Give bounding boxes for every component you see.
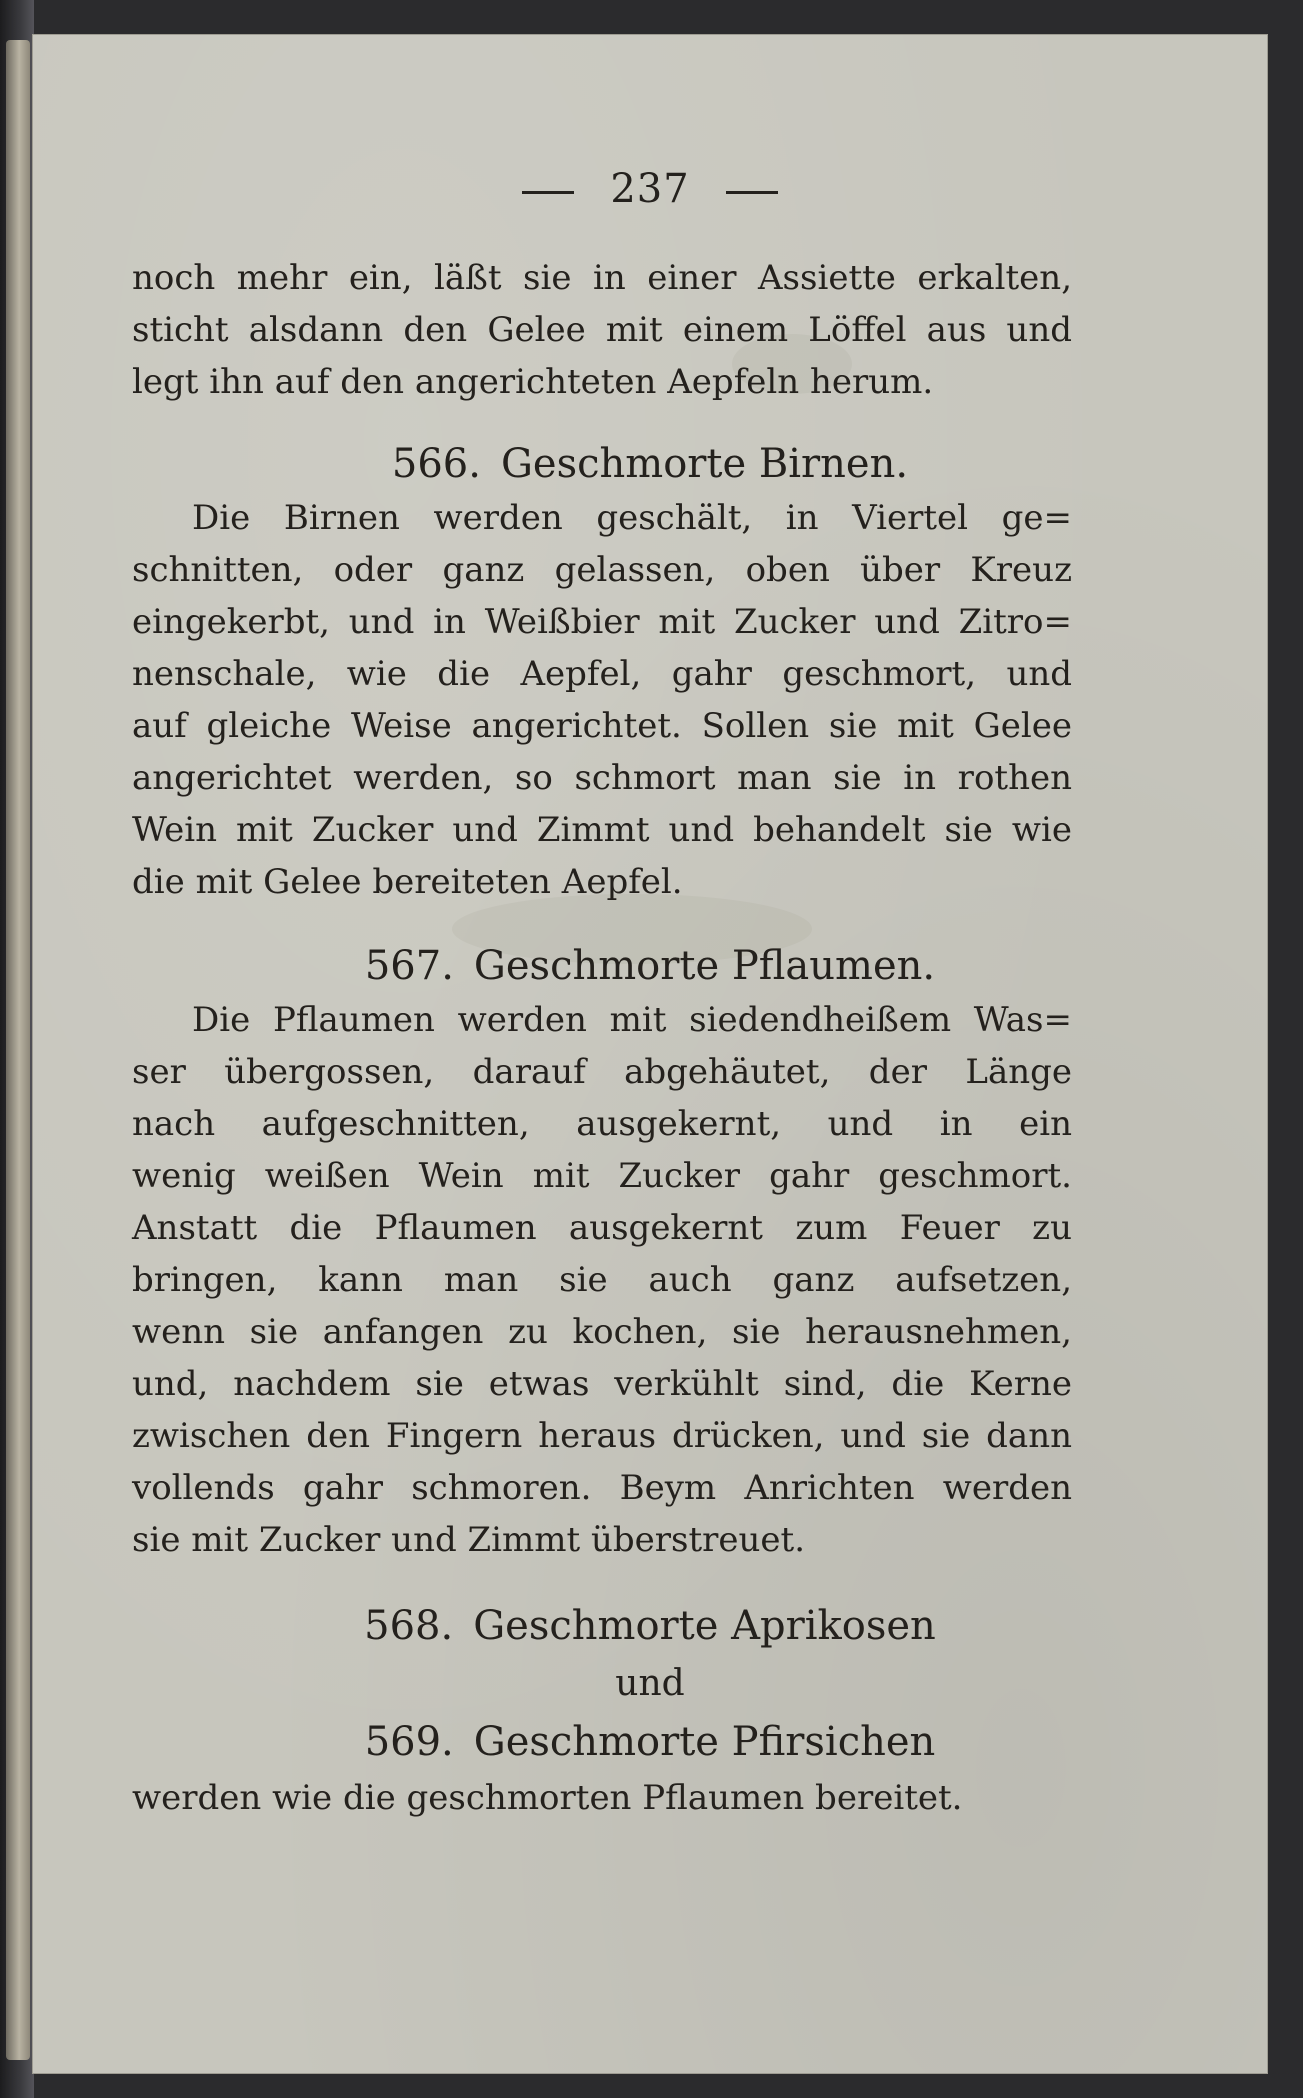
text-line: auf gleiche Weise angerichtet. Sollen sie mit Gelee xyxy=(132,706,1072,746)
recipe-body-567 xyxy=(132,994,1072,1566)
recipe-name: Geschmorte Aprikosen xyxy=(473,1603,936,1649)
header-dash-left xyxy=(522,191,574,194)
recipe-name: Geschmorte Pfirsichen xyxy=(473,1719,936,1765)
closing-paragraph xyxy=(132,1772,1072,1824)
connector-word: und xyxy=(615,1663,685,1704)
text-line: zwischen den Fingern heraus drücken, und sie dann xyxy=(132,1416,1072,1456)
text-line: wenn sie anfangen zu kochen, sie herausnehmen, xyxy=(132,1312,1072,1352)
book-page xyxy=(32,34,1268,2074)
text-line: bringen, kann man sie auch ganz aufsetzen, xyxy=(132,1260,1072,1300)
recipe-number: 568. xyxy=(364,1603,454,1649)
recipe-number: 569. xyxy=(364,1719,454,1765)
text-line: Die Pflaumen werden mit siedendheißem Was= xyxy=(192,1000,1072,1040)
text-line: angerichtet werden, so schmort man sie in rothen xyxy=(132,758,1072,798)
recipe-number: 567. xyxy=(364,943,454,989)
previous-page-edge xyxy=(6,40,30,2060)
intro-paragraph xyxy=(132,252,1072,408)
text-line: ser übergossen, darauf abgehäutet, der Länge xyxy=(132,1052,1072,1092)
recipe-title-569 xyxy=(32,1714,1268,1770)
text-line: Die Birnen werden geschält, in Viertel ge= xyxy=(192,498,1072,538)
recipe-title-567 xyxy=(32,938,1268,994)
text-line: nach aufgeschnitten, ausgekernt, und in ein xyxy=(132,1104,1072,1144)
text-line: und, nachdem sie etwas verkühlt sind, die Kerne xyxy=(132,1364,1072,1404)
text-line: noch mehr ein, läßt sie in einer Assiette erkalten, xyxy=(132,258,1072,298)
text-line: legt ihn auf den angerichteten Aepfeln herum. xyxy=(132,362,934,402)
text-line: Wein mit Zucker und Zimmt und behandelt sie wie xyxy=(132,810,1072,850)
page-number: 237 xyxy=(610,166,690,212)
text-line: werden wie die geschmorten Pflaumen bereitet. xyxy=(132,1778,963,1818)
recipe-name: Geschmorte Pflaumen. xyxy=(473,943,936,989)
text-line: die mit Gelee bereiteten Aepfel. xyxy=(132,862,683,902)
header-dash-right xyxy=(726,191,778,194)
text-line: eingekerbt, und in Weißbier mit Zucker und Zitro= xyxy=(132,602,1072,642)
text-line: sie mit Zucker und Zimmt überstreuet. xyxy=(132,1520,806,1560)
page-header xyxy=(32,166,1268,212)
text-line: schnitten, oder ganz gelassen, oben über Kreuz xyxy=(132,550,1072,590)
recipe-name: Geschmorte Birnen. xyxy=(500,441,909,487)
recipe-number: 566. xyxy=(391,441,481,487)
text-line: nenschale, wie die Aepfel, gahr geschmort, und xyxy=(132,654,1072,694)
recipe-title-568 xyxy=(32,1598,1268,1654)
recipe-body-566 xyxy=(132,492,1072,908)
text-line: sticht alsdann den Gelee mit einem Löffel aus und xyxy=(132,310,1072,350)
text-line: vollends gahr schmoren. Beym Anrichten werden xyxy=(132,1468,1072,1508)
text-line: Anstatt die Pflaumen ausgekernt zum Feuer zu xyxy=(132,1208,1072,1248)
recipe-title-566 xyxy=(32,436,1268,492)
text-line: wenig weißen Wein mit Zucker gahr geschmort. xyxy=(132,1156,1072,1196)
book-binding xyxy=(0,0,34,2098)
